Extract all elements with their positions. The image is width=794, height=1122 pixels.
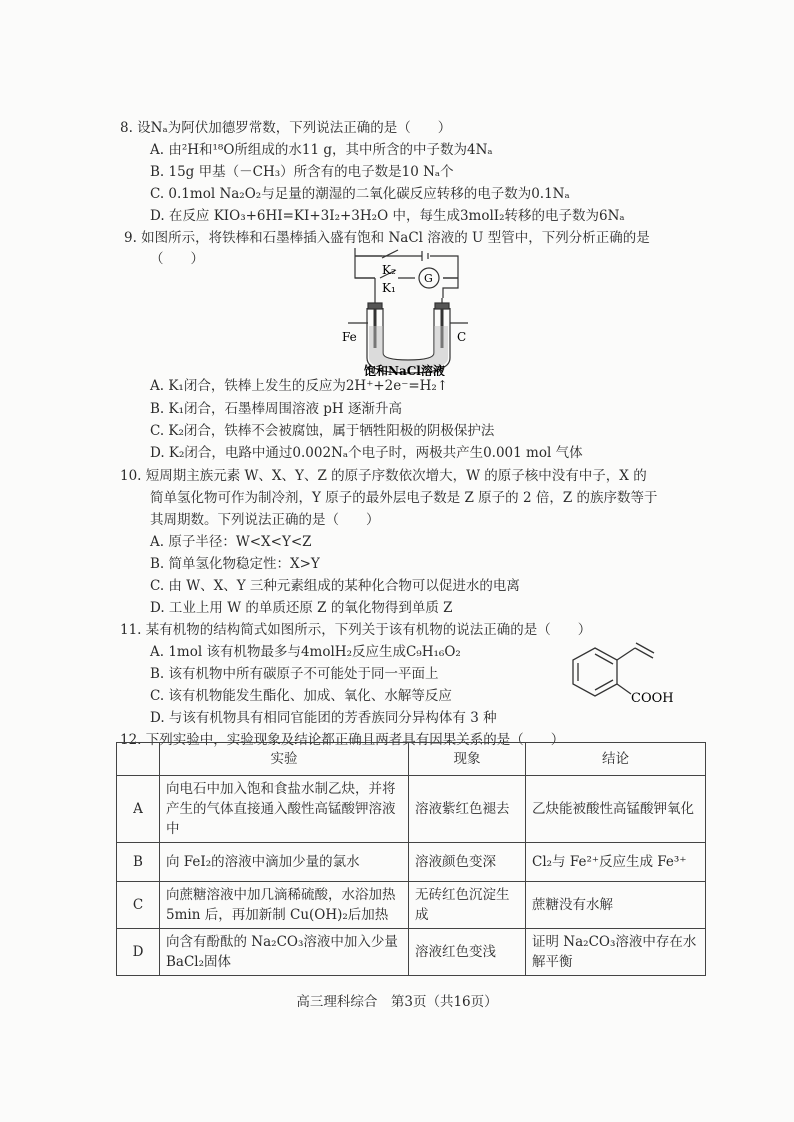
q10-option-c: C. 由 W、X、Y 三种元素组成的某种化合物可以促进水的电离	[150, 578, 520, 594]
row-conclusion: Cl₂与 Fe²⁺反应生成 Fe³⁺	[526, 843, 706, 882]
table-row	[117, 843, 706, 882]
row-observation: 溶液紫红色褪去	[409, 776, 526, 843]
row-conclusion: 蔗糖没有水解	[526, 882, 706, 929]
row-key: B	[117, 843, 160, 882]
table-row	[117, 929, 706, 976]
k2-label: K₂	[382, 263, 396, 277]
experiment-table	[116, 742, 706, 976]
row-key: C	[117, 882, 160, 929]
q11-option-c: C. 该有机物能发生酯化、加成、氧化、水解等反应	[150, 688, 452, 704]
q10-option-d: D. 工业上用 W 的单质还原 Z 的氧化物得到单质 Z	[150, 600, 453, 616]
q10-stem-line1: 10. 短周期主族元素 W、X、Y、Z 的原子序数依次增大，W 的原子核中没有中子，X 的	[120, 468, 647, 484]
k1-label: K₁	[382, 281, 396, 295]
row-key: D	[117, 929, 160, 976]
q10-option-b: B. 简单氢化物稳定性：X>Y	[150, 556, 320, 572]
q10-stem-line3: 其周期数。下列说法正确的是（ ）	[150, 512, 380, 528]
table-row	[117, 776, 706, 843]
page-footer: 高三理科综合 第3页（共16页）	[296, 994, 498, 1010]
row-experiment: 向电石中加入饱和食盐水制乙炔，并将产生的气体直接通入酸性高锰酸钾溶液中	[160, 776, 409, 843]
row-key: A	[117, 776, 160, 843]
q8-stem: 8. 设Nₐ为阿伏加德罗常数，下列说法正确的是（ ）	[120, 120, 452, 136]
c-label: C	[457, 330, 467, 344]
row-experiment: 向含有酚酞的 Na₂CO₃溶液中加入少量 BaCl₂固体	[160, 929, 409, 976]
structural-formula	[565, 640, 695, 710]
q9-option-a: A. K₁闭合，铁棒上发生的反应为2H⁺+2e⁻=H₂↑	[150, 378, 449, 394]
header-observation: 现象	[409, 743, 526, 776]
q9-stem: 9. 如图所示，将铁棒和石墨棒插入盛有饱和 NaCl 溶液的 U 型管中，下列分析正确的是	[124, 230, 650, 246]
q9-paren: （ ）	[150, 251, 204, 267]
row-observation: 溶液颜色变深	[409, 843, 526, 882]
table-header	[117, 743, 706, 776]
row-experiment: 向 FeI₂的溶液中滴加少量的氯水	[160, 843, 409, 882]
header-key	[117, 743, 160, 776]
q11-stem: 11. 某有机物的结构简式如图所示，下列关于该有机物的说法正确的是（ ）	[120, 622, 592, 638]
header-experiment: 实验	[160, 743, 409, 776]
row-conclusion: 乙炔能被酸性高锰酸钾氧化	[526, 776, 706, 843]
q11-option-b: B. 该有机物中所有碳原子不可能处于同一平面上	[150, 666, 439, 682]
q8-option-c: C. 0.1mol Na₂O₂与足量的潮湿的二氧化碳反应转移的电子数为0.1Nₐ	[150, 186, 570, 202]
galvanometer-label: G	[424, 272, 433, 285]
row-conclusion: 证明 Na₂CO₃溶液中存在水解平衡	[526, 929, 706, 976]
row-observation: 溶液红色变浅	[409, 929, 526, 976]
fe-label: Fe	[342, 330, 357, 344]
q11-option-a: A. 1mol 该有机物最多与4molH₂反应生成C₉H₁₆O₂	[150, 644, 461, 660]
q11-option-d: D. 与该有机物具有相同官能团的芳香族同分异构体有 3 种	[150, 710, 497, 726]
q9-option-c: C. K₂闭合，铁棒不会被腐蚀，属于牺牲阳极的阴极保护法	[150, 423, 495, 439]
q10-option-a: A. 原子半径：W<X<Y<Z	[150, 534, 312, 550]
header-conclusion: 结论	[526, 743, 706, 776]
q10-stem-line2: 简单氢化物可作为制冷剂，Y 原子的最外层电子数是 Z 原子的 2 倍，Z 的族序数等于	[150, 490, 658, 506]
diagram-caption: 饱和NaCl溶液	[364, 364, 445, 376]
q8-option-a: A. 由²H和¹⁸O所组成的水11 g，其中所含的中子数为4Nₐ	[150, 142, 493, 158]
q9-option-d: D. K₂闭合，电路中通过0.002Nₐ个电子时，两极共产生0.001 mol 气体	[150, 445, 583, 461]
row-observation: 无砖红色沉淀生成	[409, 882, 526, 929]
row-experiment: 向蔗糖溶液中加几滴稀硫酸，水浴加热 5min 后，再加新制 Cu(OH)₂后加热	[160, 882, 409, 929]
electrolysis-u-tube-diagram	[340, 248, 480, 376]
q9-option-b: B. K₁闭合，石墨棒周围溶液 pH 逐渐升高	[150, 401, 402, 417]
q12-stem: 12. 下列实验中，实验现象及结论都正确且两者具有因果关系的是（ ）	[120, 732, 565, 748]
q8-option-b: B. 15g 甲基（－CH₃）所含有的电子数是10 Nₐ个	[150, 164, 454, 180]
q8-option-d: D. 在反应 KIO₃+6HI=KI+3I₂+3H₂O 中，每生成3molI₂转移的电子数为6Nₐ	[150, 208, 625, 224]
cooh-label: COOH	[631, 691, 674, 706]
table-row	[117, 882, 706, 929]
